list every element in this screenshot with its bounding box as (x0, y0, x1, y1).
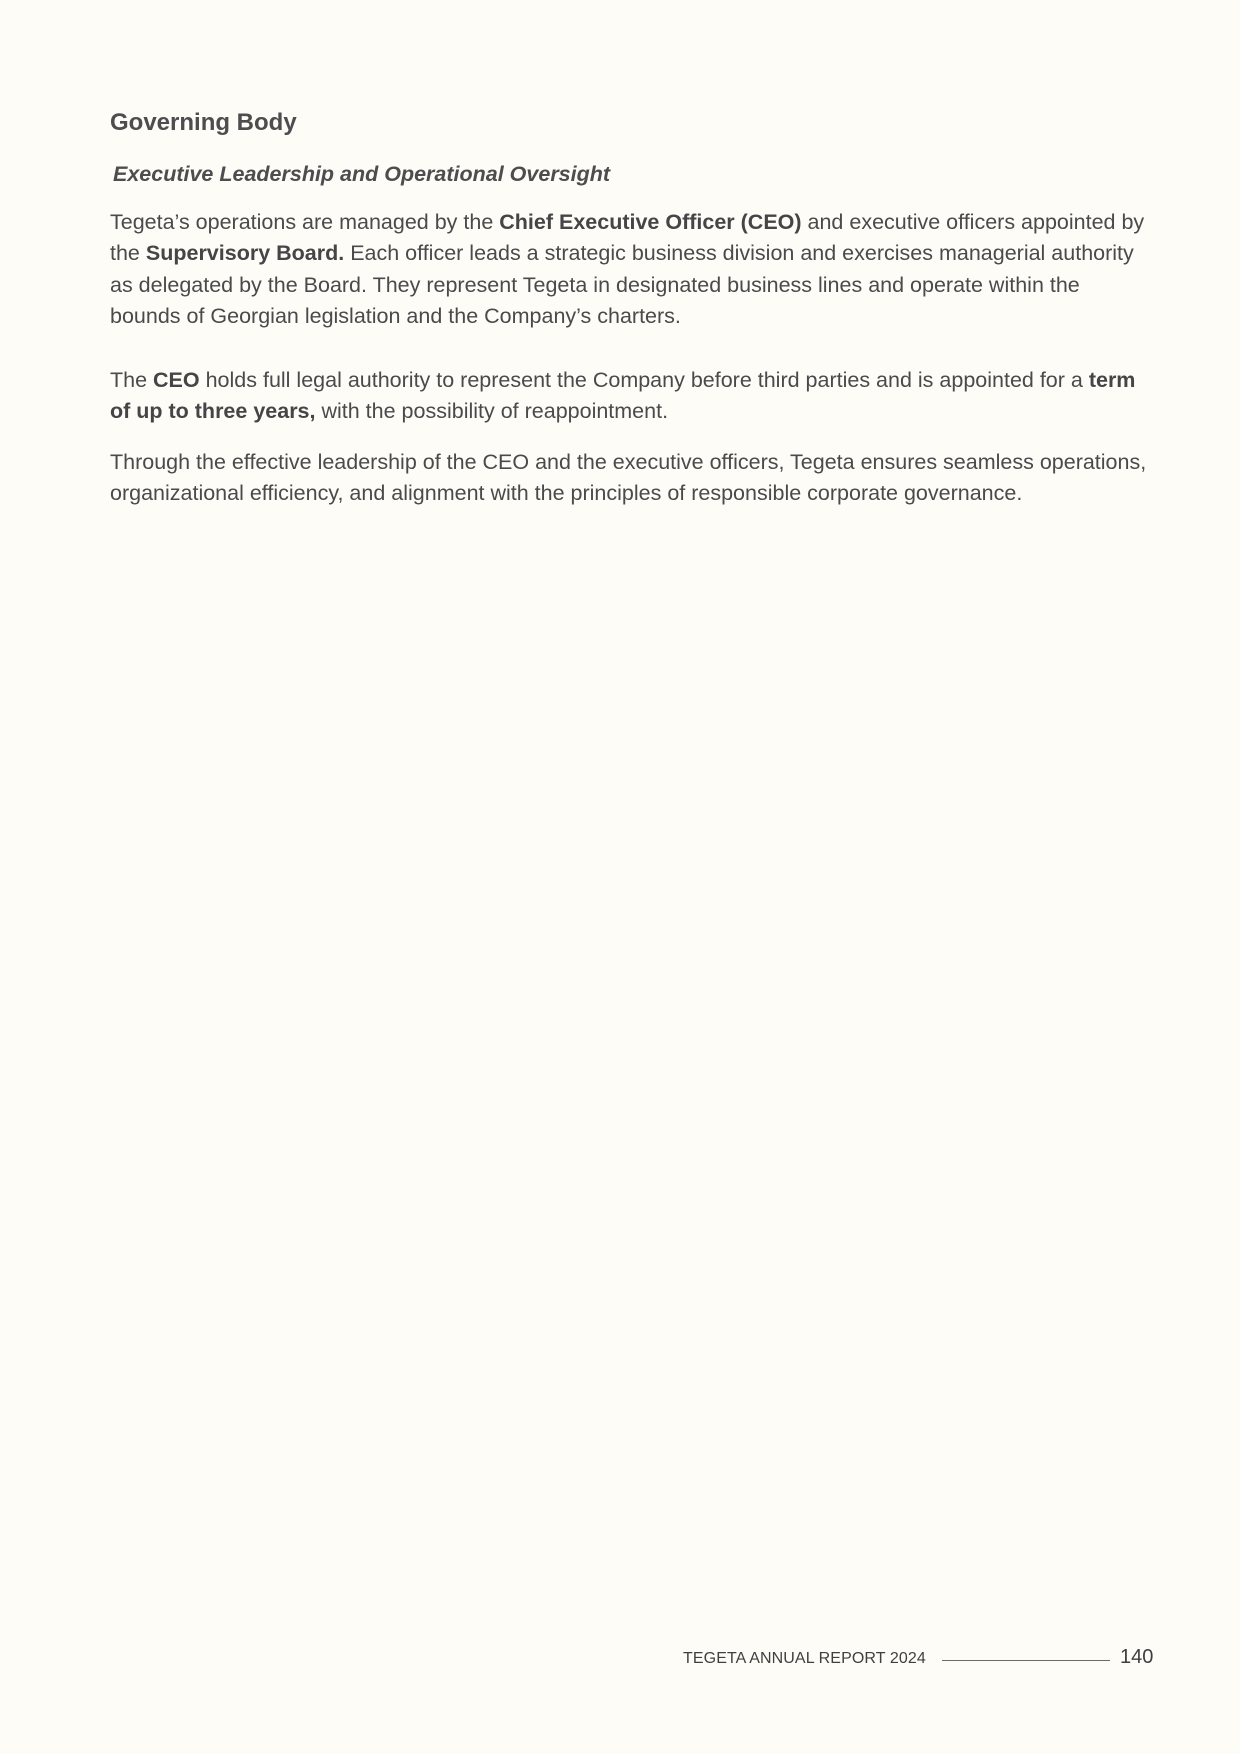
bold-text-ceo-title: Chief Executive Officer (CEO) (499, 210, 802, 234)
bold-text-ceo: CEO (153, 368, 200, 393)
text-run: with the possibility of reappointment. (315, 399, 669, 424)
section-subheading: Executive Leadership and Operational Oversight (113, 162, 611, 186)
footer-report-title: TEGETA ANNUAL REPORT 2024 (683, 1650, 926, 1667)
paragraph-ceo-authority (110, 365, 1150, 428)
text-run: Through the effective leadership of the CEO and the executive officers, Tegeta ensures seamless operations, organizational efficiency, and alignment with the principles of responsible corporate governance. (110, 449, 1147, 506)
paragraph-leadership-summary (110, 447, 1150, 510)
bold-text-term: term of up to three years, (110, 368, 1136, 424)
text-run: The (110, 368, 154, 393)
main-content (110, 107, 1150, 509)
paragraph-executive-officers (110, 207, 1150, 332)
text-run: Tegeta’s operations are managed by the (110, 210, 500, 234)
footer-divider (942, 1660, 1110, 1661)
section-heading: Governing Body (110, 109, 297, 136)
text-run: and executive officers appointed by the (110, 210, 1145, 266)
text-run: Each officer leads a strategic business division and exercises managerial authority as delegated by the Board. They represent Tegeta in designated business lines and operate within the bounds of Georgian legislation and the Company’s charters. (110, 241, 1134, 328)
text-run: holds full legal authority to represent the Company before third parties and is appointed for a (199, 368, 1089, 393)
page-number: 140 (1120, 1646, 1154, 1668)
bold-text-supervisory-board: Supervisory Board. (145, 241, 345, 266)
page-footer (0, 1645, 1240, 1675)
